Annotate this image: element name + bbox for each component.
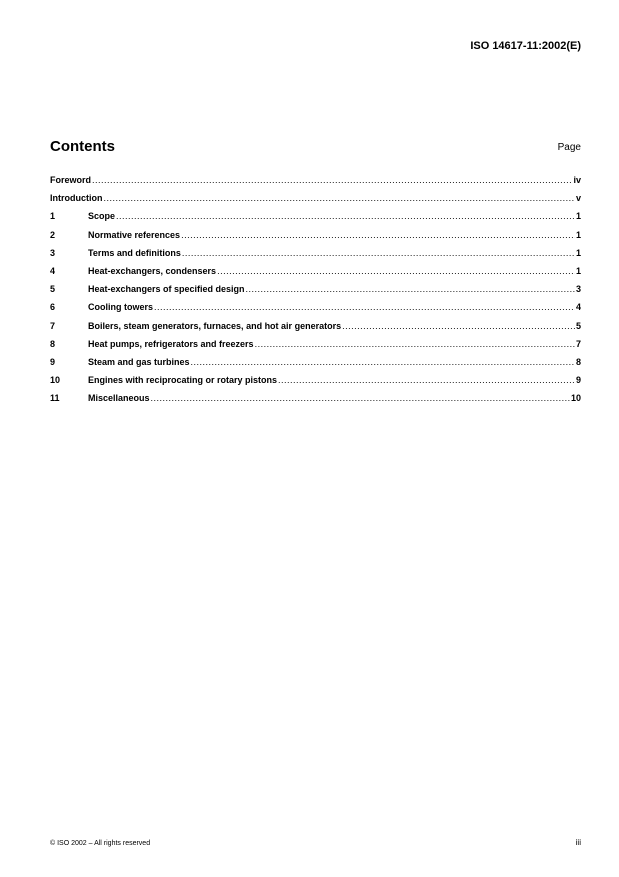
toc-entry[interactable] [50,284,581,302]
toc-entry[interactable] [50,193,581,211]
toc-entry-title[interactable]: Cooling towers [88,302,153,313]
toc-entry-page[interactable]: 10 [570,393,581,404]
toc-entry[interactable] [50,175,581,193]
toc-dot-leader [191,357,575,367]
toc-entry[interactable] [50,248,581,266]
toc-entry-page[interactable]: 9 [575,375,581,386]
toc-entry-number: 10 [50,375,61,386]
copyright-notice: © ISO 2002 – All rights reserved [50,840,151,847]
toc-dot-leader [181,230,575,240]
toc-entry-title[interactable]: Foreword [50,175,92,185]
toc-dot-leader [278,375,575,385]
toc-entry[interactable] [50,230,581,248]
toc-entry-title[interactable]: Engines with reciprocating or rotary pistons [88,375,278,386]
toc-entry-number: 6 [50,302,56,313]
toc-entry-page[interactable]: 8 [575,356,581,367]
toc-entry-page[interactable]: 1 [575,265,581,276]
toc-entry[interactable] [50,266,581,284]
toc-dot-leader [246,284,575,294]
page-column-label: Page [557,142,581,153]
toc-dot-leader [255,339,575,349]
toc-dot-leader [104,193,575,203]
toc-entry-page[interactable]: 1 [575,211,581,222]
toc-entry-number: 11 [50,393,60,404]
toc-entry-title[interactable]: Steam and gas turbines [88,356,190,367]
toc-dot-leader [116,211,575,221]
toc-entry-number: 5 [50,284,56,295]
toc-dot-leader [217,266,575,276]
toc-entry-number: 2 [50,229,56,240]
toc-dot-leader [151,393,570,403]
toc-entry-page[interactable]: 7 [575,338,581,349]
document-id: ISO 14617-11:2002(E) [470,40,581,52]
toc-dot-leader [342,321,575,331]
toc-entry-title[interactable]: Miscellaneous [88,393,150,404]
contents-header [50,135,581,157]
toc-entry[interactable] [50,375,581,393]
toc-entry-page[interactable]: v [575,193,581,204]
toc-entry-number: 3 [50,247,56,258]
toc-dot-leader [182,248,575,258]
toc-entry-title[interactable]: Heat pumps, refrigerators and freezers [88,338,254,349]
page-number: iii [575,838,581,847]
toc-entry-page[interactable]: 1 [575,229,581,240]
contents-title: Contents [50,138,115,155]
toc-entry-page[interactable]: iv [573,175,581,185]
toc-entry-title[interactable]: Heat-exchangers of specified design [88,284,245,295]
toc-entry[interactable] [50,393,581,411]
toc-entry-page[interactable]: 3 [575,284,581,295]
toc-entry-number: 7 [50,320,56,331]
toc-entry-page[interactable]: 4 [575,302,581,313]
toc-entry-title[interactable]: Terms and definitions [88,247,181,258]
toc-entry-number: 9 [50,356,56,367]
toc-entry-title[interactable]: Normative references [88,229,181,240]
toc-entry-title[interactable]: Introduction [50,193,103,204]
toc-entry-page[interactable]: 1 [575,247,581,258]
toc-entry-number: 4 [50,265,56,276]
toc-entry-page[interactable]: 5 [575,320,581,331]
toc-entry[interactable] [50,339,581,357]
toc-entry-number: 1 [50,211,56,222]
toc-entry-title[interactable]: Boilers, steam generators, furnaces, and hot air generators [88,320,342,331]
toc-entry[interactable] [50,321,581,339]
toc-entry-number: 8 [50,338,56,349]
toc-entry[interactable] [50,302,581,320]
toc-entry-title[interactable]: Scope [88,211,116,222]
toc-entry-title[interactable]: Heat-exchangers, condensers [88,265,217,276]
table-of-contents [50,175,581,411]
toc-dot-leader [154,302,575,312]
toc-entry[interactable] [50,357,581,375]
toc-entry[interactable] [50,211,581,229]
toc-dot-leader [92,175,572,185]
